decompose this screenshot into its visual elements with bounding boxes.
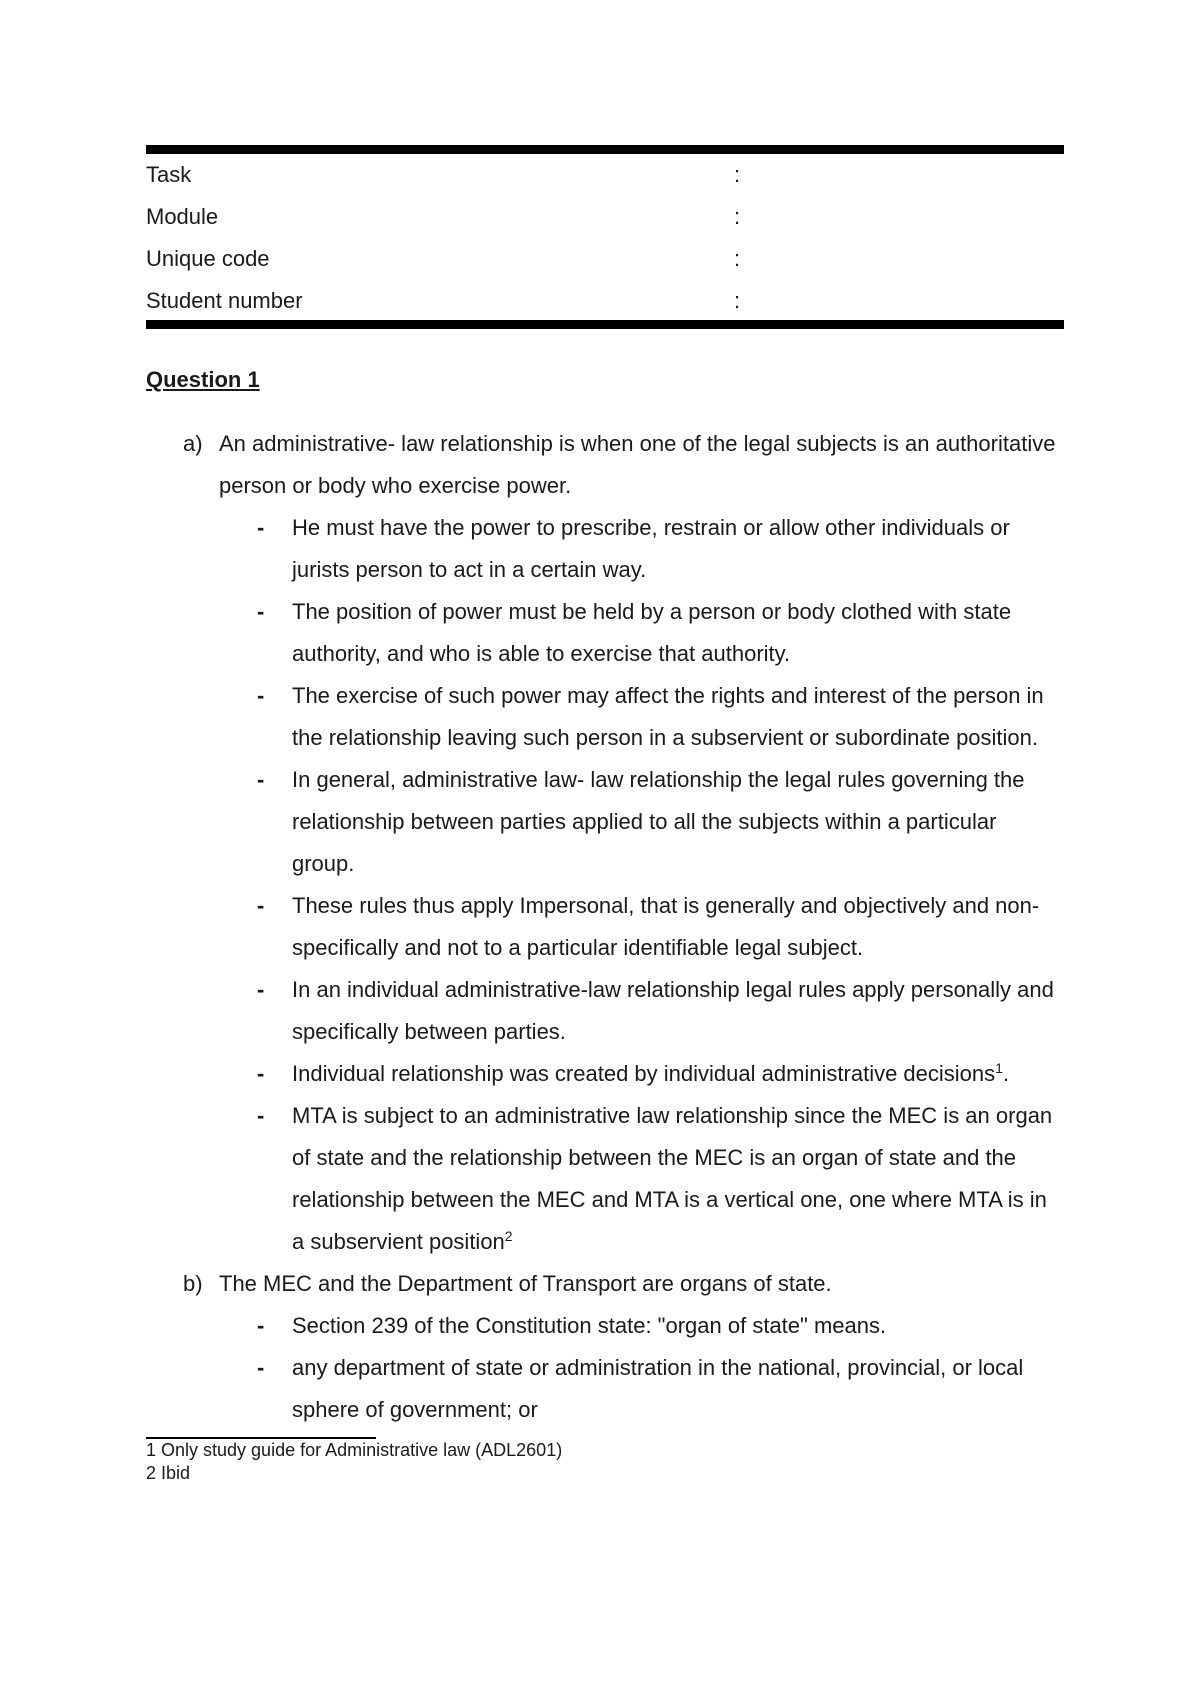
- footnote-2: 2 Ibid: [146, 1463, 191, 1483]
- list-item: [146, 675, 1064, 759]
- unique-code-row: [146, 238, 1064, 280]
- footnote-1: 1 Only study guide for Administrative law (ADL2601): [146, 1440, 563, 1460]
- student-number-colon: :: [734, 288, 741, 313]
- footnote-ref-2[interactable]: 2: [504, 1228, 513, 1244]
- header-top-rule: [146, 145, 1064, 154]
- bullet-text: In general, administrative law- law relationship the legal rules governing the relationship between parties applied to all the subjects within a particular group.: [292, 767, 1025, 876]
- question-body: [146, 423, 1064, 1431]
- list-item: [146, 759, 1064, 885]
- list-item: [146, 969, 1064, 1053]
- task-colon: :: [734, 162, 741, 187]
- module-label: Module: [146, 204, 219, 229]
- dash-bullet: -: [257, 683, 265, 708]
- list-item: [146, 1053, 1064, 1095]
- list-item: [146, 1095, 1064, 1263]
- bullet-text: any department of state or administration in the national, provincial, or local sphere of government; or: [292, 1355, 1024, 1422]
- bullet-text: MTA is subject to an administrative law relationship since the MEC is an organ of state and the relationship between the MEC is an organ of state and the relationship between the MEC and MTA is a vertical one, one where MTA is in a subservient position: [292, 1103, 1053, 1254]
- bullet-text: Individual relationship was created by individual administrative decisions: [292, 1061, 996, 1086]
- dash-bullet: -: [257, 893, 265, 918]
- unique-code-label: Unique code: [146, 246, 270, 271]
- module-colon: :: [734, 204, 741, 229]
- dash-bullet: -: [257, 1103, 265, 1128]
- footnote-ref-1[interactable]: 1: [995, 1060, 1003, 1076]
- dash-bullet: -: [257, 1313, 265, 1338]
- list-item: [146, 885, 1064, 969]
- bullet-text: Section 239 of the Constitution state: "organ of state" means.: [292, 1313, 887, 1338]
- part-b-letter: b): [183, 1271, 203, 1296]
- task-row: [146, 154, 1064, 196]
- bullet-text: He must have the power to prescribe, restrain or allow other individuals or jurists person to act in a certain way.: [292, 515, 1010, 582]
- part-a-text: An administrative- law relationship is when one of the legal subjects is an authoritative person or body who exercise power.: [219, 431, 1056, 498]
- dash-bullet: -: [257, 1355, 265, 1380]
- dash-bullet: -: [257, 1061, 265, 1086]
- question-title: Question 1: [146, 367, 260, 392]
- bullet-text: The exercise of such power may affect the rights and interest of the person in the relationship leaving such person in a subservient or subordinate position.: [292, 683, 1044, 750]
- student-number-label: Student number: [146, 288, 303, 313]
- header-info-table: [146, 154, 1064, 322]
- list-item: [146, 1305, 1064, 1347]
- task-label: Task: [146, 162, 192, 187]
- list-item: [146, 1347, 1064, 1431]
- dash-bullet: -: [257, 767, 265, 792]
- part-b: [146, 1263, 1064, 1305]
- module-row: [146, 196, 1064, 238]
- list-item: [146, 591, 1064, 675]
- bullet-text: These rules thus apply Impersonal, that is generally and objectively and non-specifically and not to a particular identifiable legal subject.: [292, 893, 1040, 960]
- unique-code-colon: :: [734, 246, 741, 271]
- dash-bullet: -: [257, 599, 265, 624]
- part-b-text: The MEC and the Department of Transport are organs of state.: [219, 1271, 832, 1296]
- dash-bullet: -: [257, 515, 265, 540]
- part-a: [146, 423, 1064, 507]
- student-number-row: [146, 280, 1064, 322]
- list-item: [146, 507, 1064, 591]
- document-page: [146, 145, 1064, 1485]
- bullet-end-period: .: [1002, 1061, 1010, 1086]
- bullet-text: The position of power must be held by a person or body clothed with state authority, and who is able to exercise that authority.: [292, 599, 1012, 666]
- bullet-text: In an individual administrative-law relationship legal rules apply personally and specifically between parties.: [292, 977, 1054, 1044]
- dash-bullet: -: [257, 977, 265, 1002]
- part-a-letter: a): [183, 431, 203, 456]
